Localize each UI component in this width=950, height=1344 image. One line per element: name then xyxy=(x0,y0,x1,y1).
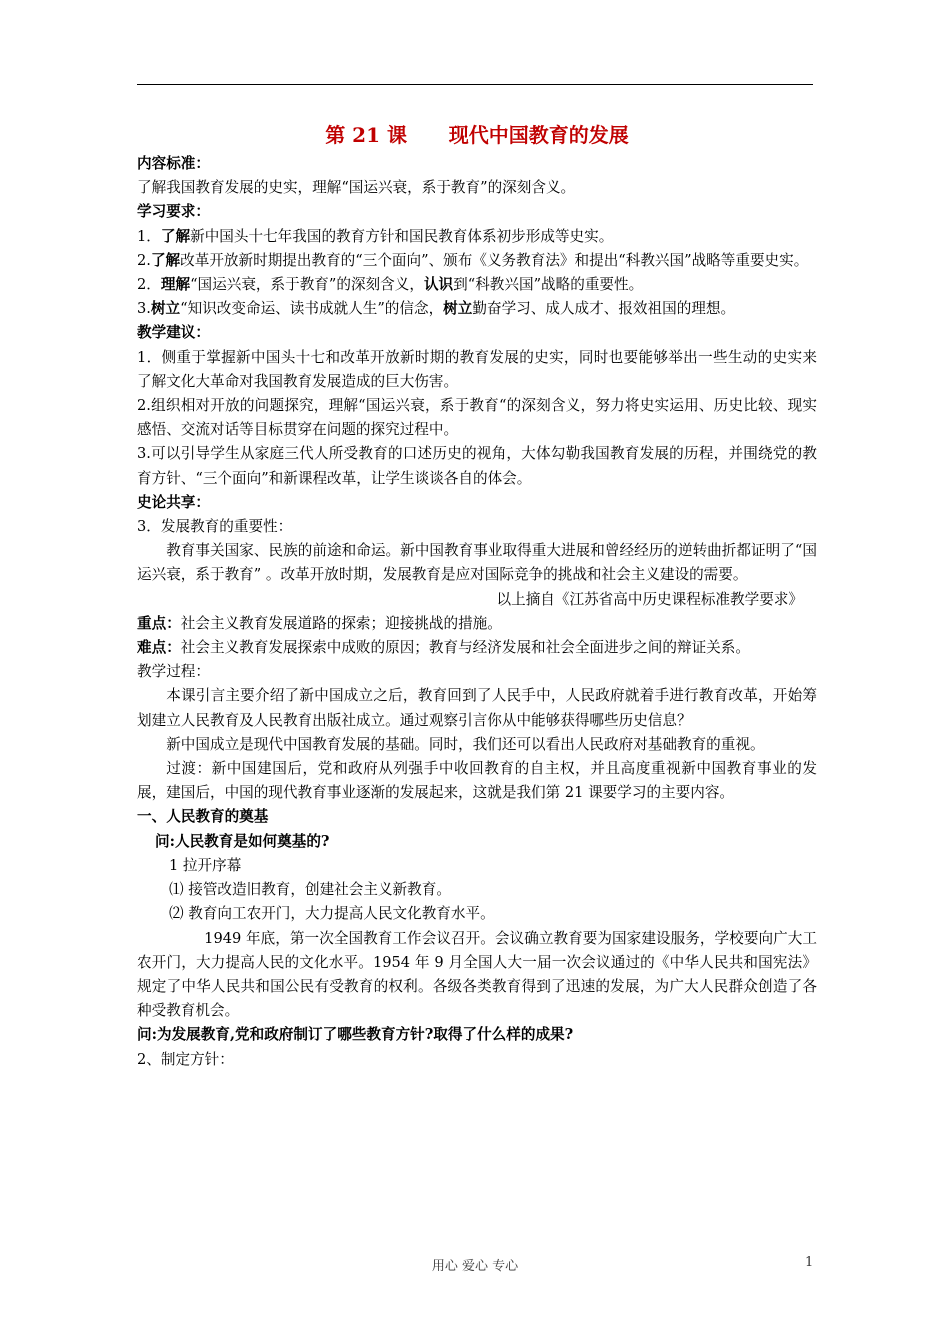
shilun-source: 以上摘自《江苏省高中历史课程标准教学要求》 xyxy=(496,590,803,608)
process-para: 过渡：新中国建国后，党和政府从列强手中收回教育的自主权，并且高度重视新中国教育事业的发展，建国后，中国的现代教育事业逐渐的发展起来，这就是我们第 21 课要学习的主要内容。 xyxy=(137,760,817,802)
shilun-heading: 史论共享： xyxy=(137,493,210,511)
learning-req-item: 3.树立“知识改变命运、读书成就人生”的信念，树立勤奋学习、成人成才、报效祖国的理想。 xyxy=(137,300,736,318)
learning-req-item: 2.了解改革开放新时期提出教育的“三个面向”、颁布《义务教育法》和提出“科教兴国”战略等重要史实。 xyxy=(137,251,809,269)
teaching-adv-item: 1．侧重于掌握新中国头十七和改革开放新时期的教育发展的史实，同时也要能够举出一些生动的史实来了解文化大革命对我国教育发展造成的巨大伤害。 xyxy=(137,348,817,390)
process-para: 本课引言主要介绍了新中国成立之后，教育回到了人民手中，人民政府就着手进行教育改革，开始筹划建立人民教育及人民教育出版社成立。通过观察引言你从中能够获得哪些历史信息？ xyxy=(137,687,817,729)
key-points: 重点：社会主义教育发展道路的探索；迎接挑战的措施。 xyxy=(137,614,502,632)
shilun-item: 3．发展教育的重要性： xyxy=(137,518,293,536)
content-standard-heading: 内容标准： xyxy=(137,155,210,172)
teaching-adv-heading: 教学建议： xyxy=(137,324,210,342)
part1-sub-item: ⑵ 教育向工农开门，大力提高人民文化教育水平。 xyxy=(169,905,495,923)
document-body xyxy=(137,120,817,1072)
content-standard-text: 了解我国教育发展的史实，理解“国运兴衰，系于教育”的深刻含义。 xyxy=(137,179,576,197)
page-footer: 用心 爱心 专心 xyxy=(431,1259,519,1274)
process-para: 新中国成立是现代中国教育发展的基础。同时，我们还可以看出人民政府对基础教育的重视。 xyxy=(166,735,765,753)
difficult-points: 难点：社会主义教育发展探索中成败的原因；教育与经济发展和社会全面进步之间的辩证关系。 xyxy=(137,639,750,657)
part1-heading: 一、人民教育的奠基 xyxy=(137,808,269,826)
learning-req-heading: 学习要求： xyxy=(137,203,210,221)
teaching-adv-item: 2.组织相对开放的问题探究，理解“国运兴衰，系于教育“的深刻含义，努力将史实运用、历史比较、现实感悟、交流对话等目标贯穿在问题的探究过程中。 xyxy=(137,397,817,439)
shilun-para: 教育事关国家、民族的前途和命运。新中国教育事业取得重大进展和曾经经历的逆转曲折都证明了“国运兴衰，系于教育” 。改革开放时期，发展教育是应对国际竞争的挑战和社会主义建设的需要。 xyxy=(137,542,817,584)
page-title: 第 21 课 现代中国教育的发展 xyxy=(325,123,629,147)
part1-question: 问:人民教育是如何奠基的? xyxy=(155,832,330,850)
header-rule xyxy=(137,84,813,85)
learning-req-item: 1．了解新中国头十七年我国的教育方针和国民教育体系初步形成等史实。 xyxy=(137,227,614,245)
part1-para: 1949 年底，第一次全国教育工作会议召开。会议确立教育要为国家建设服务，学校要向广大工农开门，大力提高人民的文化水平。1954 年 9 月全国人大一届一次会议通过的《中华人民共和国宪法》规定了中华人民共和国公民有受教育的权利。各级各类教育得到了迅速的发展，为广大人民群众创造了各种受教育机会。 xyxy=(137,929,817,1020)
process-heading: 教学过程： xyxy=(137,663,210,681)
teaching-adv-item: 3.可以引导学生从家庭三代人所受教育的口述历史的视角，大体勾勒我国教育发展的历程，并围绕党的教育方针、“三个面向”和新课程改革，让学生谈谈各自的体会。 xyxy=(137,445,817,487)
part1-question-2: 问:为发展教育,党和政府制订了哪些教育方针?取得了什么样的成果? xyxy=(137,1026,574,1044)
learning-req-item: 2．理解“国运兴衰，系于教育”的深刻含义，认识到“科教兴国”战略的重要性。 xyxy=(137,276,644,294)
part1-sub-item: ⑴ 接管改造旧教育，创建社会主义新教育。 xyxy=(169,881,451,899)
part1-sub: 1 拉开序幕 xyxy=(169,856,242,874)
page-number: 1 xyxy=(805,1255,814,1270)
part1-sub-2: 2、制定方针： xyxy=(137,1050,234,1068)
